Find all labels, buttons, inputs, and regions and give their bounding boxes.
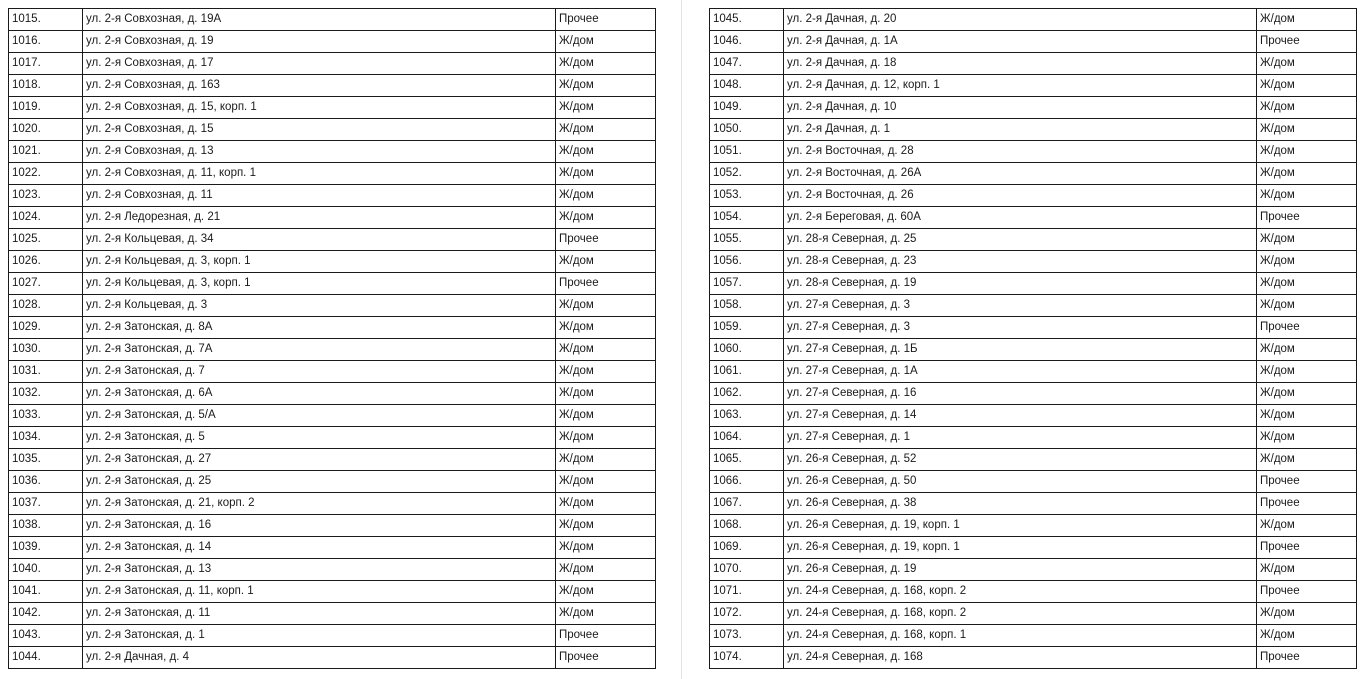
row-number-cell: 1060. [710,339,784,361]
row-number-cell: 1030. [9,339,83,361]
row-number-cell: 1037. [9,493,83,515]
left-page [8,8,656,669]
object-type-cell: Ж/дом [1257,251,1357,273]
address-cell: ул. 2-я Совхозная, д. 11 [83,185,556,207]
table-row [9,53,656,75]
table-row [9,625,656,647]
row-number-cell: 1036. [9,471,83,493]
address-cell: ул. 2-я Затонская, д. 27 [83,449,556,471]
row-number-cell: 1020. [9,119,83,141]
address-cell: ул. 26-я Северная, д. 52 [784,449,1257,471]
object-type-cell: Ж/дом [556,75,656,97]
row-number-cell: 1048. [710,75,784,97]
row-number-cell: 1059. [710,317,784,339]
row-number-cell: 1041. [9,581,83,603]
table-row [9,185,656,207]
object-type-cell: Ж/дом [556,119,656,141]
table-row [710,53,1357,75]
address-cell: ул. 2-я Ледорезная, д. 21 [83,207,556,229]
address-cell: ул. 2-я Затонская, д. 5 [83,427,556,449]
address-cell: ул. 2-я Кольцевая, д. 3, корп. 1 [83,251,556,273]
table-row [710,295,1357,317]
object-type-cell: Ж/дом [556,559,656,581]
object-type-cell: Ж/дом [556,537,656,559]
table-row [9,537,656,559]
address-cell: ул. 26-я Северная, д. 19 [784,559,1257,581]
row-number-cell: 1073. [710,625,784,647]
object-type-cell: Ж/дом [556,295,656,317]
object-type-cell: Ж/дом [1257,295,1357,317]
object-type-cell: Ж/дом [1257,405,1357,427]
row-number-cell: 1040. [9,559,83,581]
object-type-cell: Ж/дом [556,339,656,361]
table-row [9,273,656,295]
table-row [9,361,656,383]
address-cell: ул. 2-я Совхозная, д. 17 [83,53,556,75]
object-type-cell: Ж/дом [556,427,656,449]
object-type-cell: Прочее [1257,493,1357,515]
table-row [710,207,1357,229]
table-row [710,603,1357,625]
address-cell: ул. 2-я Затонская, д. 16 [83,515,556,537]
row-number-cell: 1038. [9,515,83,537]
address-cell: ул. 26-я Северная, д. 19, корп. 1 [784,537,1257,559]
row-number-cell: 1068. [710,515,784,537]
address-cell: ул. 24-я Северная, д. 168, корп. 1 [784,625,1257,647]
row-number-cell: 1033. [9,405,83,427]
table-row [9,427,656,449]
address-cell: ул. 2-я Дачная, д. 12, корп. 1 [784,75,1257,97]
row-number-cell: 1043. [9,625,83,647]
row-number-cell: 1051. [710,141,784,163]
address-cell: ул. 27-я Северная, д. 1 [784,427,1257,449]
object-type-cell: Ж/дом [556,493,656,515]
address-cell: ул. 27-я Северная, д. 3 [784,317,1257,339]
table-row [710,31,1357,53]
table-row [710,229,1357,251]
table-row [710,339,1357,361]
row-number-cell: 1019. [9,97,83,119]
row-number-cell: 1045. [710,9,784,31]
address-cell: ул. 2-я Совхозная, д. 15, корп. 1 [83,97,556,119]
row-number-cell: 1046. [710,31,784,53]
object-type-cell: Ж/дом [556,31,656,53]
object-type-cell: Прочее [556,625,656,647]
object-type-cell: Ж/дом [1257,185,1357,207]
row-number-cell: 1032. [9,383,83,405]
address-table-left [8,8,656,669]
address-cell: ул. 2-я Затонская, д. 8А [83,317,556,339]
object-type-cell: Прочее [1257,207,1357,229]
object-type-cell: Ж/дом [556,603,656,625]
object-type-cell: Ж/дом [556,361,656,383]
object-type-cell: Прочее [1257,317,1357,339]
table-row [9,405,656,427]
table-row [710,405,1357,427]
object-type-cell: Прочее [1257,31,1357,53]
table-row [9,251,656,273]
row-number-cell: 1018. [9,75,83,97]
page-divider [681,0,682,679]
object-type-cell: Ж/дом [556,207,656,229]
row-number-cell: 1049. [710,97,784,119]
row-number-cell: 1056. [710,251,784,273]
address-cell: ул. 2-я Береговая, д. 60А [784,207,1257,229]
table-row [710,251,1357,273]
row-number-cell: 1022. [9,163,83,185]
object-type-cell: Ж/дом [1257,559,1357,581]
address-cell: ул. 2-я Затонская, д. 1 [83,625,556,647]
address-cell: ул. 2-я Кольцевая, д. 34 [83,229,556,251]
address-table-left-body [9,9,656,669]
row-number-cell: 1071. [710,581,784,603]
address-cell: ул. 2-я Восточная, д. 28 [784,141,1257,163]
row-number-cell: 1023. [9,185,83,207]
row-number-cell: 1067. [710,493,784,515]
table-row [710,75,1357,97]
object-type-cell: Ж/дом [1257,53,1357,75]
table-row [710,427,1357,449]
address-cell: ул. 2-я Дачная, д. 4 [83,647,556,669]
table-row [710,97,1357,119]
address-cell: ул. 2-я Дачная, д. 1 [784,119,1257,141]
row-number-cell: 1027. [9,273,83,295]
address-cell: ул. 2-я Дачная, д. 1А [784,31,1257,53]
object-type-cell: Ж/дом [1257,97,1357,119]
address-cell: ул. 2-я Затонская, д. 6А [83,383,556,405]
address-cell: ул. 2-я Совхозная, д. 15 [83,119,556,141]
object-type-cell: Ж/дом [556,185,656,207]
object-type-cell: Ж/дом [1257,141,1357,163]
row-number-cell: 1015. [9,9,83,31]
table-row [710,493,1357,515]
table-row [9,141,656,163]
table-row [9,647,656,669]
row-number-cell: 1021. [9,141,83,163]
object-type-cell: Ж/дом [556,405,656,427]
address-cell: ул. 26-я Северная, д. 50 [784,471,1257,493]
object-type-cell: Ж/дом [1257,515,1357,537]
table-row [9,581,656,603]
object-type-cell: Ж/дом [556,97,656,119]
object-type-cell: Ж/дом [556,515,656,537]
table-row [710,647,1357,669]
address-cell: ул. 2-я Затонская, д. 14 [83,537,556,559]
object-type-cell: Прочее [556,9,656,31]
object-type-cell: Ж/дом [1257,383,1357,405]
row-number-cell: 1031. [9,361,83,383]
table-row [710,317,1357,339]
row-number-cell: 1017. [9,53,83,75]
address-cell: ул. 27-я Северная, д. 1А [784,361,1257,383]
address-cell: ул. 2-я Дачная, д. 10 [784,97,1257,119]
table-row [9,383,656,405]
table-row [9,31,656,53]
row-number-cell: 1025. [9,229,83,251]
address-cell: ул. 2-я Совхозная, д. 13 [83,141,556,163]
row-number-cell: 1061. [710,361,784,383]
table-row [9,559,656,581]
address-cell: ул. 24-я Северная, д. 168 [784,647,1257,669]
table-row [710,581,1357,603]
address-cell: ул. 2-я Затонская, д. 5/А [83,405,556,427]
address-cell: ул. 27-я Северная, д. 16 [784,383,1257,405]
address-cell: ул. 2-я Затонская, д. 7 [83,361,556,383]
object-type-cell: Ж/дом [1257,9,1357,31]
table-row [710,119,1357,141]
table-row [710,537,1357,559]
row-number-cell: 1024. [9,207,83,229]
object-type-cell: Ж/дом [556,53,656,75]
address-cell: ул. 24-я Северная, д. 168, корп. 2 [784,603,1257,625]
table-row [9,229,656,251]
table-row [9,163,656,185]
object-type-cell: Ж/дом [1257,273,1357,295]
row-number-cell: 1050. [710,119,784,141]
row-number-cell: 1058. [710,295,784,317]
table-row [710,361,1357,383]
row-number-cell: 1016. [9,31,83,53]
row-number-cell: 1054. [710,207,784,229]
table-row [710,9,1357,31]
address-cell: ул. 2-я Затонская, д. 7А [83,339,556,361]
row-number-cell: 1063. [710,405,784,427]
table-row [710,515,1357,537]
row-number-cell: 1026. [9,251,83,273]
address-cell: ул. 27-я Северная, д. 14 [784,405,1257,427]
address-cell: ул. 2-я Затонская, д. 21, корп. 2 [83,493,556,515]
row-number-cell: 1035. [9,449,83,471]
address-cell: ул. 2-я Затонская, д. 11 [83,603,556,625]
table-row [9,75,656,97]
address-cell: ул. 2-я Затонская, д. 13 [83,559,556,581]
address-cell: ул. 2-я Совхозная, д. 11, корп. 1 [83,163,556,185]
table-row [710,185,1357,207]
address-cell: ул. 2-я Дачная, д. 20 [784,9,1257,31]
object-type-cell: Ж/дом [1257,449,1357,471]
address-cell: ул. 2-я Совхозная, д. 19А [83,9,556,31]
address-cell: ул. 26-я Северная, д. 38 [784,493,1257,515]
row-number-cell: 1066. [710,471,784,493]
row-number-cell: 1072. [710,603,784,625]
object-type-cell: Ж/дом [1257,75,1357,97]
row-number-cell: 1052. [710,163,784,185]
table-row [710,471,1357,493]
address-cell: ул. 2-я Дачная, д. 18 [784,53,1257,75]
row-number-cell: 1057. [710,273,784,295]
table-row [710,141,1357,163]
table-row [9,9,656,31]
table-row [710,625,1357,647]
object-type-cell: Ж/дом [1257,603,1357,625]
object-type-cell: Ж/дом [556,251,656,273]
right-page [709,8,1357,669]
object-type-cell: Ж/дом [556,581,656,603]
object-type-cell: Прочее [1257,581,1357,603]
table-row [9,603,656,625]
table-row [710,559,1357,581]
object-type-cell: Прочее [556,647,656,669]
address-cell: ул. 2-я Восточная, д. 26А [784,163,1257,185]
address-cell: ул. 24-я Северная, д. 168, корп. 2 [784,581,1257,603]
table-row [9,471,656,493]
table-row [9,295,656,317]
address-table-right [709,8,1357,669]
object-type-cell: Ж/дом [1257,163,1357,185]
row-number-cell: 1039. [9,537,83,559]
row-number-cell: 1029. [9,317,83,339]
object-type-cell: Прочее [556,229,656,251]
address-cell: ул. 26-я Северная, д. 19, корп. 1 [784,515,1257,537]
row-number-cell: 1044. [9,647,83,669]
table-row [9,493,656,515]
row-number-cell: 1065. [710,449,784,471]
address-table-right-body [710,9,1357,669]
row-number-cell: 1053. [710,185,784,207]
row-number-cell: 1070. [710,559,784,581]
table-row [9,97,656,119]
address-cell: ул. 2-я Кольцевая, д. 3, корп. 1 [83,273,556,295]
table-row [9,119,656,141]
table-row [710,449,1357,471]
table-row [9,515,656,537]
address-cell: ул. 2-я Кольцевая, д. 3 [83,295,556,317]
address-cell: ул. 27-я Северная, д. 3 [784,295,1257,317]
address-cell: ул. 2-я Совхозная, д. 19 [83,31,556,53]
address-cell: ул. 27-я Северная, д. 1Б [784,339,1257,361]
object-type-cell: Ж/дом [556,471,656,493]
table-row [710,163,1357,185]
object-type-cell: Ж/дом [556,317,656,339]
object-type-cell: Прочее [1257,471,1357,493]
object-type-cell: Ж/дом [1257,339,1357,361]
address-cell: ул. 2-я Затонская, д. 25 [83,471,556,493]
address-cell: ул. 2-я Восточная, д. 26 [784,185,1257,207]
table-row [9,339,656,361]
address-cell: ул. 2-я Затонская, д. 11, корп. 1 [83,581,556,603]
row-number-cell: 1069. [710,537,784,559]
row-number-cell: 1055. [710,229,784,251]
row-number-cell: 1047. [710,53,784,75]
object-type-cell: Прочее [556,273,656,295]
object-type-cell: Ж/дом [1257,427,1357,449]
object-type-cell: Ж/дом [1257,229,1357,251]
row-number-cell: 1074. [710,647,784,669]
object-type-cell: Прочее [1257,537,1357,559]
object-type-cell: Ж/дом [556,163,656,185]
object-type-cell: Ж/дом [556,141,656,163]
object-type-cell: Ж/дом [1257,625,1357,647]
address-cell: ул. 28-я Северная, д. 25 [784,229,1257,251]
object-type-cell: Ж/дом [1257,361,1357,383]
object-type-cell: Ж/дом [556,449,656,471]
row-number-cell: 1064. [710,427,784,449]
table-row [710,383,1357,405]
row-number-cell: 1028. [9,295,83,317]
table-row [9,317,656,339]
row-number-cell: 1042. [9,603,83,625]
address-cell: ул. 28-я Северная, д. 19 [784,273,1257,295]
row-number-cell: 1062. [710,383,784,405]
address-cell: ул. 2-я Совхозная, д. 163 [83,75,556,97]
address-cell: ул. 28-я Северная, д. 23 [784,251,1257,273]
table-row [9,207,656,229]
table-row [9,449,656,471]
object-type-cell: Ж/дом [556,383,656,405]
table-row [710,273,1357,295]
object-type-cell: Прочее [1257,647,1357,669]
object-type-cell: Ж/дом [1257,119,1357,141]
row-number-cell: 1034. [9,427,83,449]
